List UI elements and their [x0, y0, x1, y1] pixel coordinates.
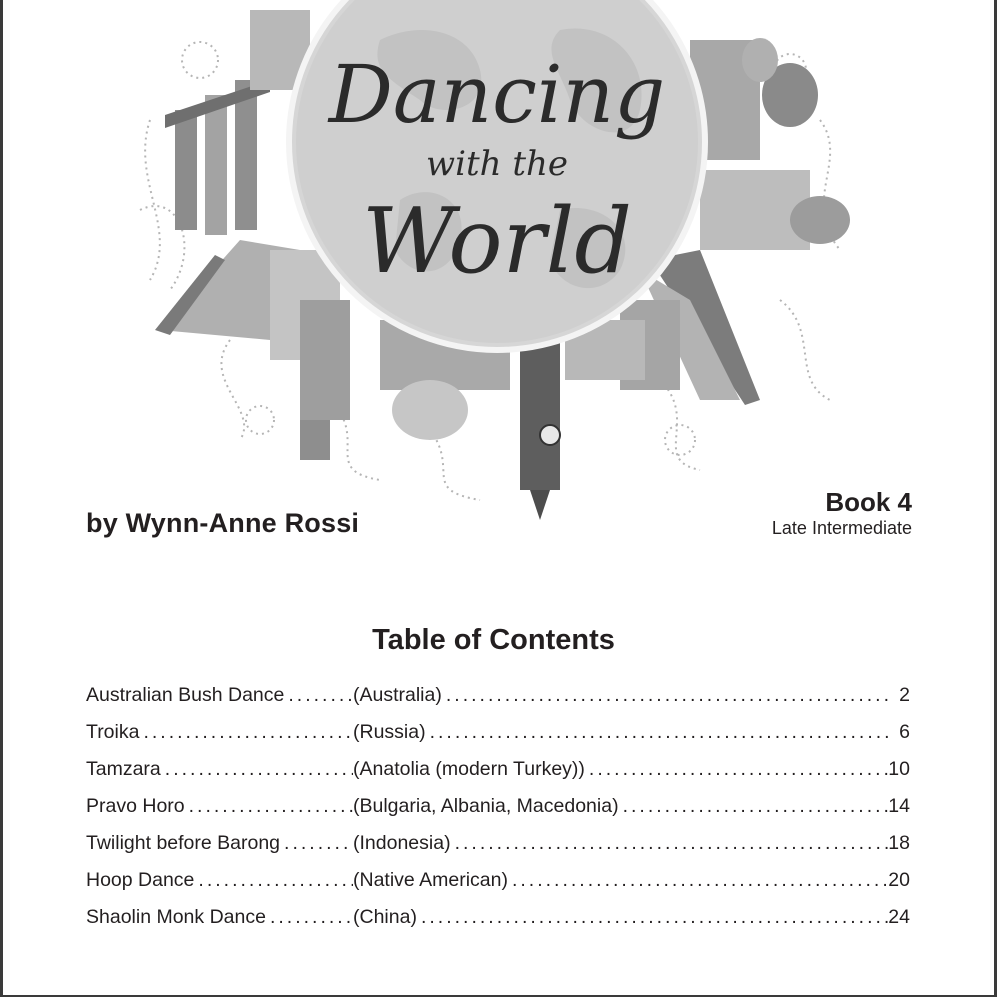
toc-leader-dots: [161, 758, 353, 781]
toc-heading: Table of Contents: [372, 624, 615, 656]
toc-entry-page: 2: [899, 684, 910, 706]
toc-entry: [86, 869, 910, 906]
toc-entry-page: 20: [888, 869, 910, 891]
toc-entry-page: 10: [888, 758, 910, 780]
toc-entry-country: (Native American): [353, 869, 508, 891]
table-of-contents: [86, 684, 910, 943]
toc-leader-dots: [280, 832, 353, 855]
toc-entry-title: Tamzara: [86, 758, 161, 780]
title-line-world: World: [362, 189, 632, 294]
book-level: Late Intermediate: [771, 518, 912, 538]
toc-leader-dots: [426, 721, 888, 744]
toc-leader-dots: [266, 906, 353, 929]
book-number: Book 4: [825, 487, 912, 517]
toc-entry-country: (Australia): [353, 684, 442, 706]
toc-entry-title: Twilight before Barong: [86, 832, 281, 854]
toc-entry: [86, 721, 910, 758]
toc-leader-dots: [451, 832, 888, 855]
toc-leader-dots: [185, 795, 353, 818]
toc-entry-country: (Russia): [353, 721, 426, 743]
title-line-dancing: Dancing: [328, 48, 666, 141]
toc-entry-title: Hoop Dance: [86, 869, 195, 891]
toc-entry-country: (China): [353, 906, 417, 928]
toc-leader-dots: [619, 795, 888, 818]
cover-illustration: [110, 0, 890, 530]
toc-leader-dots: [508, 869, 888, 892]
toc-entry-title: Troika: [86, 721, 140, 743]
book-info: [772, 487, 912, 539]
toc-entry-page: 18: [888, 832, 910, 854]
toc-entry: [86, 795, 910, 832]
toc-leader-dots: [194, 869, 353, 892]
title-line-with-the: with the: [425, 144, 569, 184]
toc-leader-dots: [139, 721, 353, 744]
toc-entry: [86, 684, 910, 721]
toc-entry: [86, 758, 910, 795]
toc-entry-country: (Anatolia (modern Turkey)): [353, 758, 585, 780]
toc-entry-page: 6: [899, 721, 910, 743]
toc-entry: [86, 906, 910, 943]
toc-entry: [86, 832, 910, 869]
toc-entry-page: 14: [888, 795, 910, 817]
toc-leader-dots: [442, 684, 888, 707]
author-name: by Wynn-Anne Rossi: [86, 508, 360, 538]
toc-leader-dots: [585, 758, 888, 781]
toc-entry-title: Shaolin Monk Dance: [86, 906, 266, 928]
toc-entry-title: Australian Bush Dance: [86, 684, 285, 706]
toc-entry-title: Pravo Horo: [86, 795, 185, 817]
toc-entry-page: 24: [888, 906, 910, 928]
toc-entry-country: (Indonesia): [353, 832, 451, 854]
toc-entry-country: (Bulgaria, Albania, Macedonia): [353, 795, 619, 817]
toc-leader-dots: [417, 906, 888, 929]
toc-leader-dots: [284, 684, 353, 707]
